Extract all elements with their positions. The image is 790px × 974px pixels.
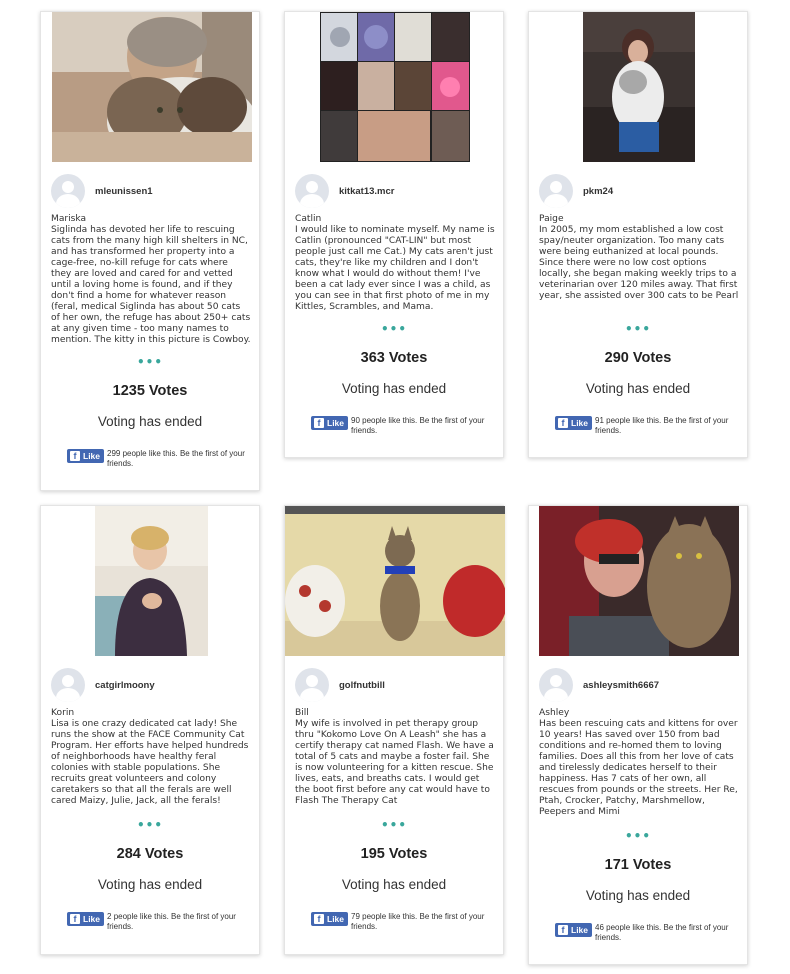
nominee-photo[interactable] <box>539 506 739 656</box>
nominee-card <box>528 11 748 458</box>
vote-count: 290 Votes <box>604 350 672 366</box>
facebook-like <box>311 416 491 436</box>
avatar[interactable] <box>51 668 85 702</box>
facebook-icon: f <box>314 418 324 428</box>
nominee-card <box>528 505 748 965</box>
facebook-icon: f <box>70 451 80 461</box>
nominee-card <box>284 505 504 955</box>
more-dots[interactable]: ••• <box>136 355 163 369</box>
like-count-text: 2 people like this. Be the first of your friends. <box>107 912 236 931</box>
nominator-name: Bill <box>295 708 309 718</box>
facebook-icon: f <box>314 914 324 924</box>
like-count-text: 91 people like this. Be the first of your friends. <box>595 416 729 435</box>
nominee-photo[interactable] <box>320 12 470 162</box>
nomination-text <box>539 214 739 302</box>
description: In 2005, my mom established a low cost spay/neuter organization. Too many cats were being euthanized at local pounds. Since there were no low cost options locally, she began making weekly trips to a veterinarian over 120 miles away. That first year, she assisted over 300 cats to be Pearl <box>539 225 739 301</box>
nomination-text <box>295 214 495 313</box>
facebook-icon: f <box>558 925 568 935</box>
more-dots[interactable]: ••• <box>624 322 651 336</box>
nominee-photo[interactable] <box>52 12 252 162</box>
voting-status: Voting has ended <box>341 877 447 892</box>
voting-status: Voting has ended <box>585 381 691 396</box>
like-count-text: 299 people like this. Be the first of your friends. <box>107 449 245 468</box>
description: Siglinda has devoted her life to rescuing cats from the many high kill shelters in NC, and has transformed her property into a cage-free, no-kill refuge for cats where they are loved and cared for and vetted until a loving home is found, and if they don't find a home for whatever reason (feral, medical Siglinda has about 50 cats of her own, the refuge has about 250+ cats at any given time - too many names to mention. The kitty in this picture is Cowboy. <box>51 225 251 345</box>
nominee-card <box>284 11 504 458</box>
nominator-name: Ashley <box>539 708 570 718</box>
more-dots[interactable]: ••• <box>380 818 407 832</box>
nomination-text <box>539 708 739 818</box>
avatar[interactable] <box>539 174 573 208</box>
facebook-like <box>311 912 491 932</box>
facebook-like <box>555 923 735 943</box>
voting-status: Voting has ended <box>341 381 447 396</box>
avatar[interactable] <box>51 174 85 208</box>
nominator-name: Paige <box>539 214 564 224</box>
facebook-like <box>67 912 247 932</box>
avatar[interactable] <box>295 174 329 208</box>
vote-count: 1235 Votes <box>112 383 188 399</box>
username[interactable]: ashleysmith6667 <box>583 679 660 691</box>
username[interactable]: pkm24 <box>583 185 614 197</box>
username[interactable]: kitkat13.mcr <box>339 185 395 197</box>
description: Has been rescuing cats and kittens for over 10 years! Has saved over 150 from bad conditions and re-homed them to loving families. Does all this from her love of cats and tirelessly dedicates herself to their happiness. Has 7 cats of her own, all rescues from pounds or the streets. Her Re, Ptah, Crocker, Patchy, Marshmellow, Peepers and Mimi <box>539 719 738 817</box>
nominator-name: Korin <box>51 708 75 718</box>
like-count-text: 46 people like this. Be the first of your friends. <box>595 923 729 942</box>
nominee-photo[interactable] <box>285 506 505 656</box>
description: I would like to nominate myself. My name is Catlin (pronounced "CAT-LIN" but most people just call me Cat.) My cats aren't just cats, they're like my children and I don't know what I would do without them! I've been a cat lady ever since I was a child, as you can see in that first photo of me in my Kittles, Scrambles, and Mama. <box>295 225 495 312</box>
avatar[interactable] <box>539 668 573 702</box>
username[interactable]: mleunissen1 <box>95 185 153 197</box>
like-button[interactable]: f Like <box>67 912 104 926</box>
vote-count: 195 Votes <box>360 846 428 862</box>
facebook-icon: f <box>558 418 568 428</box>
like-count-text: 90 people like this. Be the first of your friends. <box>351 416 485 435</box>
voting-status: Voting has ended <box>97 877 203 892</box>
facebook-like <box>67 449 247 469</box>
description: My wife is involved in pet therapy group thru "Kokomo Love On A Leash" she has a certify therapy cat named Flash. We have a total of 5 cats and maybe a foster fail. She is now volunteering for a kitten rescue. She lives, eats, and breaths cats. I would get the boot first before any cat would have to Flash The Therapy Cat <box>295 719 494 806</box>
like-button[interactable]: f Like <box>555 923 592 937</box>
voting-status: Voting has ended <box>585 888 691 903</box>
facebook-icon: f <box>70 914 80 924</box>
nomination-text <box>51 214 251 346</box>
avatar[interactable] <box>295 668 329 702</box>
vote-count: 363 Votes <box>360 350 428 366</box>
like-button[interactable]: f Like <box>67 449 104 463</box>
voting-status: Voting has ended <box>97 414 203 429</box>
nominee-card <box>40 505 260 955</box>
facebook-like <box>555 416 735 436</box>
nominator-name: Mariska <box>51 214 87 224</box>
more-dots[interactable]: ••• <box>624 829 651 843</box>
username[interactable]: catgirlmoony <box>95 679 155 691</box>
nominee-card <box>40 11 260 491</box>
more-dots[interactable]: ••• <box>136 818 163 832</box>
like-count-text: 79 people like this. Be the first of your friends. <box>351 912 485 931</box>
nomination-text <box>51 708 251 807</box>
like-button[interactable]: f Like <box>311 912 348 926</box>
username[interactable]: golfnutbill <box>339 679 385 691</box>
nominee-photo[interactable] <box>583 12 695 162</box>
nomination-text <box>295 708 495 807</box>
more-dots[interactable]: ••• <box>380 322 407 336</box>
like-button[interactable]: f Like <box>555 416 592 430</box>
nominee-photo[interactable] <box>95 506 208 656</box>
nominator-name: Catlin <box>295 214 322 224</box>
vote-count: 284 Votes <box>116 846 184 862</box>
like-button[interactable]: f Like <box>311 416 348 430</box>
description: Lisa is one crazy dedicated cat lady! She runs the show at the FACE Community Cat Program. Her efforts have helped hundreds of neighborhoods have healthy feral colonies with stable populations. She recruits great volunteers and colony caretakers so that all the ferals are well cared Maizy, Julie, Jack, all the ferals! <box>51 719 249 806</box>
vote-count: 171 Votes <box>604 857 672 873</box>
